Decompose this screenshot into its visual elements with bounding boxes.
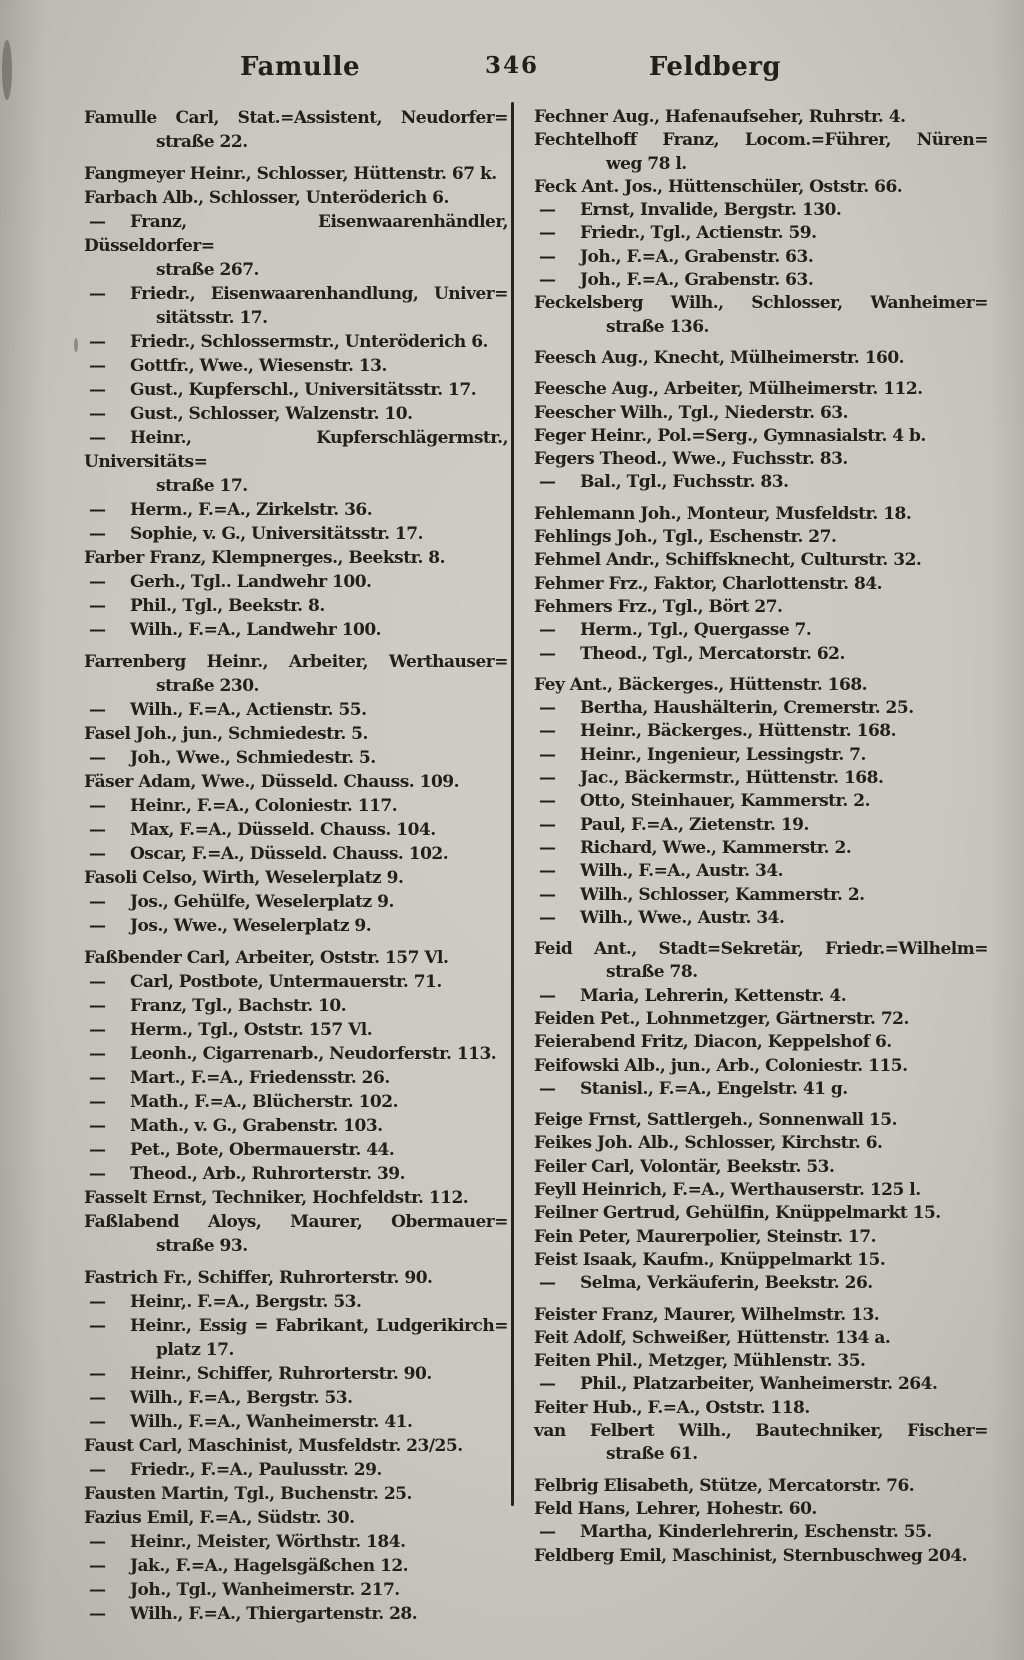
directory-line: Feldberg Emil, Maschinist, Sternbuschweg 204.: [534, 1545, 968, 1566]
directory-line: Fehlemann Joh., Monteur, Musfeldstr. 18.: [534, 503, 912, 524]
ditto-dash: —: [539, 643, 556, 664]
ditto-dash: —: [89, 1316, 106, 1336]
directory-line: Fasselt Ernst, Techniker, Hochfeldstr. 112.: [84, 1188, 469, 1208]
ditto-dash: —: [89, 1068, 106, 1088]
directory-line: Feck Ant. Jos., Hüttenschüler, Oststr. 66.: [534, 176, 903, 197]
directory-line: — Friedr., Schlossermstr., Unteröderich 6.: [84, 330, 508, 354]
directory-line: Fey Ant., Bäckerges., Hüttenstr. 168.: [534, 674, 868, 695]
ditto-dash: —: [89, 996, 106, 1016]
directory-line: — Wilh., F.=A., Actienstr. 55.: [84, 698, 508, 722]
ditto-dash: —: [539, 1078, 556, 1099]
directory-line-continuation: weg 78 l.: [606, 153, 687, 174]
directory-line: Feikes Joh. Alb., Schlosser, Kirchstr. 6.: [534, 1133, 883, 1154]
directory-line: — Heinr., F.=A., Coloniestr. 117.: [84, 794, 508, 818]
directory-line: Fechner Aug., Hafenaufseher, Ruhrstr. 4.: [534, 107, 906, 127]
directory-line: Feist Isaak, Kaufm., Knüppelmarkt 15.: [534, 1249, 886, 1270]
directory-line: Faßlabend Aloys, Maurer, Obermauer=: [84, 1212, 508, 1232]
ditto-dash: —: [539, 861, 556, 882]
ditto-dash: —: [539, 200, 556, 221]
directory-line: — Wilh., F.=A., Thiergartenstr. 28.: [84, 1602, 508, 1626]
directory-line: Fasoli Celso, Wirth, Weselerplatz 9.: [84, 868, 404, 888]
directory-line: — Theod., Tgl., Mercatorstr. 62.: [534, 643, 988, 666]
ditto-dash: —: [89, 1604, 106, 1624]
directory-line: — Joh., Wwe., Schmiedestr. 5.: [84, 746, 508, 770]
directory-line: Fausten Martin, Tgl., Buchenstr. 25.: [84, 1484, 412, 1504]
directory-line: — Bertha, Haushälterin, Cremerstr. 25.: [534, 697, 988, 720]
ditto-dash: —: [89, 748, 106, 768]
directory-line: Feyll Heinrich, F.=A., Werthauserstr. 125 l.: [534, 1180, 921, 1201]
directory-line: Faust Carl, Maschinist, Musfeldstr. 23/25.: [84, 1436, 463, 1456]
directory-line: — Leonh., Cigarrenarb., Neudorferstr. 113.: [84, 1042, 508, 1066]
header-catchword-left: Famulle: [239, 52, 361, 82]
ditto-dash: —: [539, 837, 556, 858]
ditto-dash: —: [89, 500, 106, 520]
directory-line: — Heinr., Essig = Fabrikant, Ludgerikirch=: [84, 1314, 508, 1338]
directory-line: — Franz, Eisenwaarenhändler, Düsseldorfer=: [84, 212, 508, 256]
directory-line: — Carl, Postbote, Untermauerstr. 71.: [84, 970, 508, 994]
ditto-dash: —: [539, 814, 556, 835]
directory-line: Feilner Gertrud, Gehülfin, Knüppelmarkt 15.: [534, 1203, 941, 1224]
ditto-dash: —: [89, 1460, 106, 1480]
directory-line-continuation: straße 22.: [156, 132, 248, 152]
directory-line: — Math., v. G., Grabenstr. 103.: [84, 1114, 508, 1138]
ditto-dash: —: [89, 1044, 106, 1064]
directory-line: Farbach Alb., Schlosser, Unteröderich 6.: [84, 188, 449, 208]
ditto-dash: —: [89, 356, 106, 376]
ditto-dash: —: [89, 332, 106, 352]
directory-line: Fehmers Frz., Tgl., Bört 27.: [534, 596, 783, 617]
directory-line: — Wilh., F.=A., Landwehr 100.: [84, 618, 508, 642]
directory-line: — Ernst, Invalide, Bergstr. 130.: [534, 199, 988, 222]
directory-line: — Paul, F.=A., Zietenstr. 19.: [534, 814, 988, 837]
ditto-dash: —: [539, 791, 556, 812]
directory-line: — Jos., Gehülfe, Weselerplatz 9.: [84, 890, 508, 914]
ditto-dash: —: [89, 916, 106, 936]
page-number: 346: [484, 52, 539, 79]
ditto-dash: —: [89, 1092, 106, 1112]
directory-line: Feige Frnst, Sattlergeh., Sonnenwall 15.: [534, 1110, 897, 1131]
directory-line: — Martha, Kinderlehrerin, Eschenstr. 55.: [534, 1521, 988, 1544]
ditto-dash: —: [89, 1412, 106, 1432]
directory-line-continuation: straße 136.: [606, 316, 709, 337]
directory-line-continuation: straße 78.: [606, 962, 698, 983]
ditto-dash: —: [89, 972, 106, 992]
directory-line: — Gerh., Tgl.. Landwehr 100.: [84, 570, 508, 594]
directory-line: — Jos., Wwe., Weselerplatz 9.: [84, 914, 508, 938]
directory-line: Faßbender Carl, Arbeiter, Oststr. 157 Vl.: [84, 948, 449, 968]
ditto-dash: —: [89, 820, 106, 840]
directory-line: — Friedr., F.=A., Paulusstr. 29.: [84, 1458, 508, 1482]
scan-blemish: [2, 40, 12, 100]
directory-line: — Maria, Lehrerin, Kettenstr. 4.: [534, 985, 988, 1008]
ditto-dash: —: [89, 1556, 106, 1576]
column-divider-rule: [511, 102, 514, 1506]
directory-line: — Heinr., Schiffer, Ruhrorterstr. 90.: [84, 1362, 508, 1386]
directory-line: Fangmeyer Heinr., Schlosser, Hüttenstr. 67 k.: [84, 164, 497, 184]
directory-line: — Heinr., Bäckerges., Hüttenstr. 168.: [534, 720, 988, 743]
directory-line: Feiter Hub., F.=A., Oststr. 118.: [534, 1397, 810, 1418]
directory-line: — Wilh., F.=A., Austr. 34.: [534, 860, 988, 883]
directory-line: Fasel Joh., jun., Schmiedestr. 5.: [84, 724, 368, 744]
ditto-dash: —: [89, 620, 106, 640]
header-catchword-right: Feldberg: [648, 52, 782, 82]
ditto-dash: —: [89, 796, 106, 816]
directory-line: Famulle Carl, Stat.=Assistent, Neudorfer=: [84, 108, 508, 128]
directory-line: Feger Heinr., Pol.=Serg., Gymnasialstr. 4 b.: [534, 425, 926, 446]
directory-line: — Stanisl., F.=A., Engelstr. 41 g.: [534, 1078, 988, 1101]
directory-line: — Jac., Bäckermstr., Hüttenstr. 168.: [534, 767, 988, 790]
directory-line: — Mart., F.=A., Friedensstr. 26.: [84, 1066, 508, 1090]
directory-line: — Theod., Arb., Ruhrorterstr. 39.: [84, 1162, 508, 1186]
directory-line: Felbrig Elisabeth, Stütze, Mercatorstr. 76.: [534, 1475, 915, 1496]
ditto-dash: —: [89, 1532, 106, 1552]
ditto-dash: —: [539, 472, 556, 493]
directory-line: Feescher Wilh., Tgl., Niederstr. 63.: [534, 402, 849, 423]
left-column: [84, 106, 508, 1626]
directory-line: — Wilh., F.=A., Bergstr. 53.: [84, 1386, 508, 1410]
directory-line: Feister Franz, Maurer, Wilhelmstr. 13.: [534, 1304, 880, 1325]
directory-line-continuation: straße 17.: [156, 476, 248, 496]
directory-line: — Herm., Tgl., Oststr. 157 Vl.: [84, 1018, 508, 1042]
directory-line: — Oscar, F.=A., Düsseld. Chauss. 102.: [84, 842, 508, 866]
directory-line: Feiden Pet., Lohnmetzger, Gärtnerstr. 72.: [534, 1008, 909, 1029]
ditto-dash: —: [89, 700, 106, 720]
ditto-dash: —: [539, 1374, 556, 1395]
ditto-dash: —: [89, 1292, 106, 1312]
directory-line: — Joh., F.=A., Grabenstr. 63.: [534, 246, 988, 269]
directory-line: — Bal., Tgl., Fuchsstr. 83.: [534, 471, 988, 494]
directory-line: — Heinr,. F.=A., Bergstr. 53.: [84, 1290, 508, 1314]
ditto-dash: —: [89, 212, 106, 232]
directory-line: — Otto, Steinhauer, Kammerstr. 2.: [534, 790, 988, 813]
right-column: [534, 106, 988, 1568]
scan-blemish: [74, 338, 78, 352]
ditto-dash: —: [89, 892, 106, 912]
directory-line: — Friedr., Tgl., Actienstr. 59.: [534, 222, 988, 245]
directory-line: Feiten Phil., Metzger, Mühlenstr. 35.: [534, 1351, 866, 1372]
ditto-dash: —: [89, 1164, 106, 1184]
directory-line: Fegers Theod., Wwe., Fuchsstr. 83.: [534, 449, 848, 470]
ditto-dash: —: [89, 1140, 106, 1160]
ditto-dash: —: [539, 884, 556, 905]
directory-line: Feiler Carl, Volontär, Beekstr. 53.: [534, 1156, 835, 1177]
directory-line: — Wilh., Wwe., Austr. 34.: [534, 907, 988, 930]
directory-line: Feld Hans, Lehrer, Hohestr. 60.: [534, 1498, 817, 1519]
directory-line-continuation: straße 61.: [606, 1444, 698, 1465]
directory-line: Feid Ant., Stadt=Sekretär, Friedr.=Wilhelm=: [534, 939, 988, 960]
directory-line: — Wilh., F.=A., Wanheimerstr. 41.: [84, 1410, 508, 1434]
directory-line: Feckelsberg Wilh., Schlosser, Wanheimer=: [534, 293, 988, 314]
directory-line: Farrenberg Heinr., Arbeiter, Werthauser=: [84, 652, 508, 672]
directory-line: — Math., F.=A., Blücherstr. 102.: [84, 1090, 508, 1114]
directory-line: Fäser Adam, Wwe., Düsseld. Chauss. 109.: [84, 772, 460, 792]
ditto-dash: —: [89, 404, 106, 424]
ditto-dash: —: [89, 284, 106, 304]
ditto-dash: —: [539, 1273, 556, 1294]
ditto-dash: —: [539, 270, 556, 291]
directory-line: — Joh., F.=A., Grabenstr. 63.: [534, 269, 988, 292]
directory-line: Farber Franz, Klempnerges., Beekstr. 8.: [84, 548, 446, 568]
directory-line: — Joh., Tgl., Wanheimerstr. 217.: [84, 1578, 508, 1602]
ditto-dash: —: [539, 768, 556, 789]
directory-line: van Felbert Wilh., Bautechniker, Fischer=: [534, 1421, 988, 1442]
directory-line: Feierabend Fritz, Diacon, Keppelshof 6.: [534, 1032, 892, 1053]
directory-line: Fein Peter, Maurerpolier, Steinstr. 17.: [534, 1226, 876, 1247]
directory-line: — Pet., Bote, Obermauerstr. 44.: [84, 1138, 508, 1162]
directory-line: Feifowski Alb., jun., Arb., Coloniestr. 115.: [534, 1055, 908, 1076]
directory-line: Fehmel Andr., Schiffsknecht, Culturstr. 32.: [534, 550, 922, 571]
ditto-dash: —: [89, 1116, 106, 1136]
directory-line-continuation: sitätsstr. 17.: [156, 308, 268, 328]
directory-line-continuation: straße 267.: [156, 260, 259, 280]
directory-line: — Gottfr., Wwe., Wiesenstr. 13.: [84, 354, 508, 378]
directory-line: — Sophie, v. G., Universitätsstr. 17.: [84, 522, 508, 546]
ditto-dash: —: [539, 1522, 556, 1543]
directory-line: Fastrich Fr., Schiffer, Ruhrorterstr. 90.: [84, 1268, 433, 1288]
directory-line: — Herm., F.=A., Zirkelstr. 36.: [84, 498, 508, 522]
directory-line: Feit Adolf, Schweißer, Hüttenstr. 134 a.: [534, 1327, 891, 1348]
directory-line: Fehlings Joh., Tgl., Eschenstr. 27.: [534, 527, 837, 548]
ditto-dash: —: [89, 572, 106, 592]
ditto-dash: —: [539, 246, 556, 267]
directory-line-continuation: platz 17.: [156, 1340, 234, 1360]
ditto-dash: —: [539, 744, 556, 765]
directory-line: — Gust., Kupferschl., Universitätsstr. 17.: [84, 378, 508, 402]
directory-line: — Jak., F.=A., Hagelsgäßchen 12.: [84, 1554, 508, 1578]
directory-line: Fechtelhoff Franz, Locom.=Führer, Nüren=: [534, 130, 988, 151]
ditto-dash: —: [89, 1580, 106, 1600]
ditto-dash: —: [89, 1364, 106, 1384]
directory-line: Feesche Aug., Arbeiter, Mülheimerstr. 112.: [534, 379, 923, 400]
directory-line-continuation: straße 93.: [156, 1236, 248, 1256]
ditto-dash: —: [89, 524, 106, 544]
ditto-dash: —: [89, 380, 106, 400]
directory-line: — Phil., Platzarbeiter, Wanheimerstr. 264.: [534, 1373, 988, 1396]
directory-line: — Heinr., Kupferschlägermstr., Universitäts=: [84, 428, 508, 472]
directory-line: — Wilh., Schlosser, Kammerstr. 2.: [534, 884, 988, 907]
directory-line: — Friedr., Eisenwaarenhandlung, Univer=: [84, 282, 508, 306]
directory-line: — Selma, Verkäuferin, Beekstr. 26.: [534, 1272, 988, 1295]
directory-line: — Gust., Schlosser, Walzenstr. 10.: [84, 402, 508, 426]
ditto-dash: —: [539, 907, 556, 928]
directory-line: Fehmer Frz., Faktor, Charlottenstr. 84.: [534, 573, 883, 594]
ditto-dash: —: [539, 620, 556, 641]
ditto-dash: —: [539, 985, 556, 1006]
directory-line: — Phil., Tgl., Beekstr. 8.: [84, 594, 508, 618]
ditto-dash: —: [539, 698, 556, 719]
ditto-dash: —: [89, 1020, 106, 1040]
ditto-dash: —: [89, 596, 106, 616]
ditto-dash: —: [89, 844, 106, 864]
directory-line: Feesch Aug., Knecht, Mülheimerstr. 160.: [534, 347, 905, 368]
directory-line-continuation: straße 230.: [156, 676, 259, 696]
ditto-dash: —: [89, 1388, 106, 1408]
directory-line: Fazius Emil, F.=A., Südstr. 30.: [84, 1508, 355, 1528]
directory-line: — Heinr., Ingenieur, Lessingstr. 7.: [534, 744, 988, 767]
directory-line: — Heinr., Meister, Wörthstr. 184.: [84, 1530, 508, 1554]
directory-line: — Max, F.=A., Düsseld. Chauss. 104.: [84, 818, 508, 842]
directory-line: — Herm., Tgl., Quergasse 7.: [534, 619, 988, 642]
directory-line: — Franz, Tgl., Bachstr. 10.: [84, 994, 508, 1018]
ditto-dash: —: [539, 721, 556, 742]
ditto-dash: —: [89, 428, 106, 448]
directory-line: — Richard, Wwe., Kammerstr. 2.: [534, 837, 988, 860]
ditto-dash: —: [539, 223, 556, 244]
